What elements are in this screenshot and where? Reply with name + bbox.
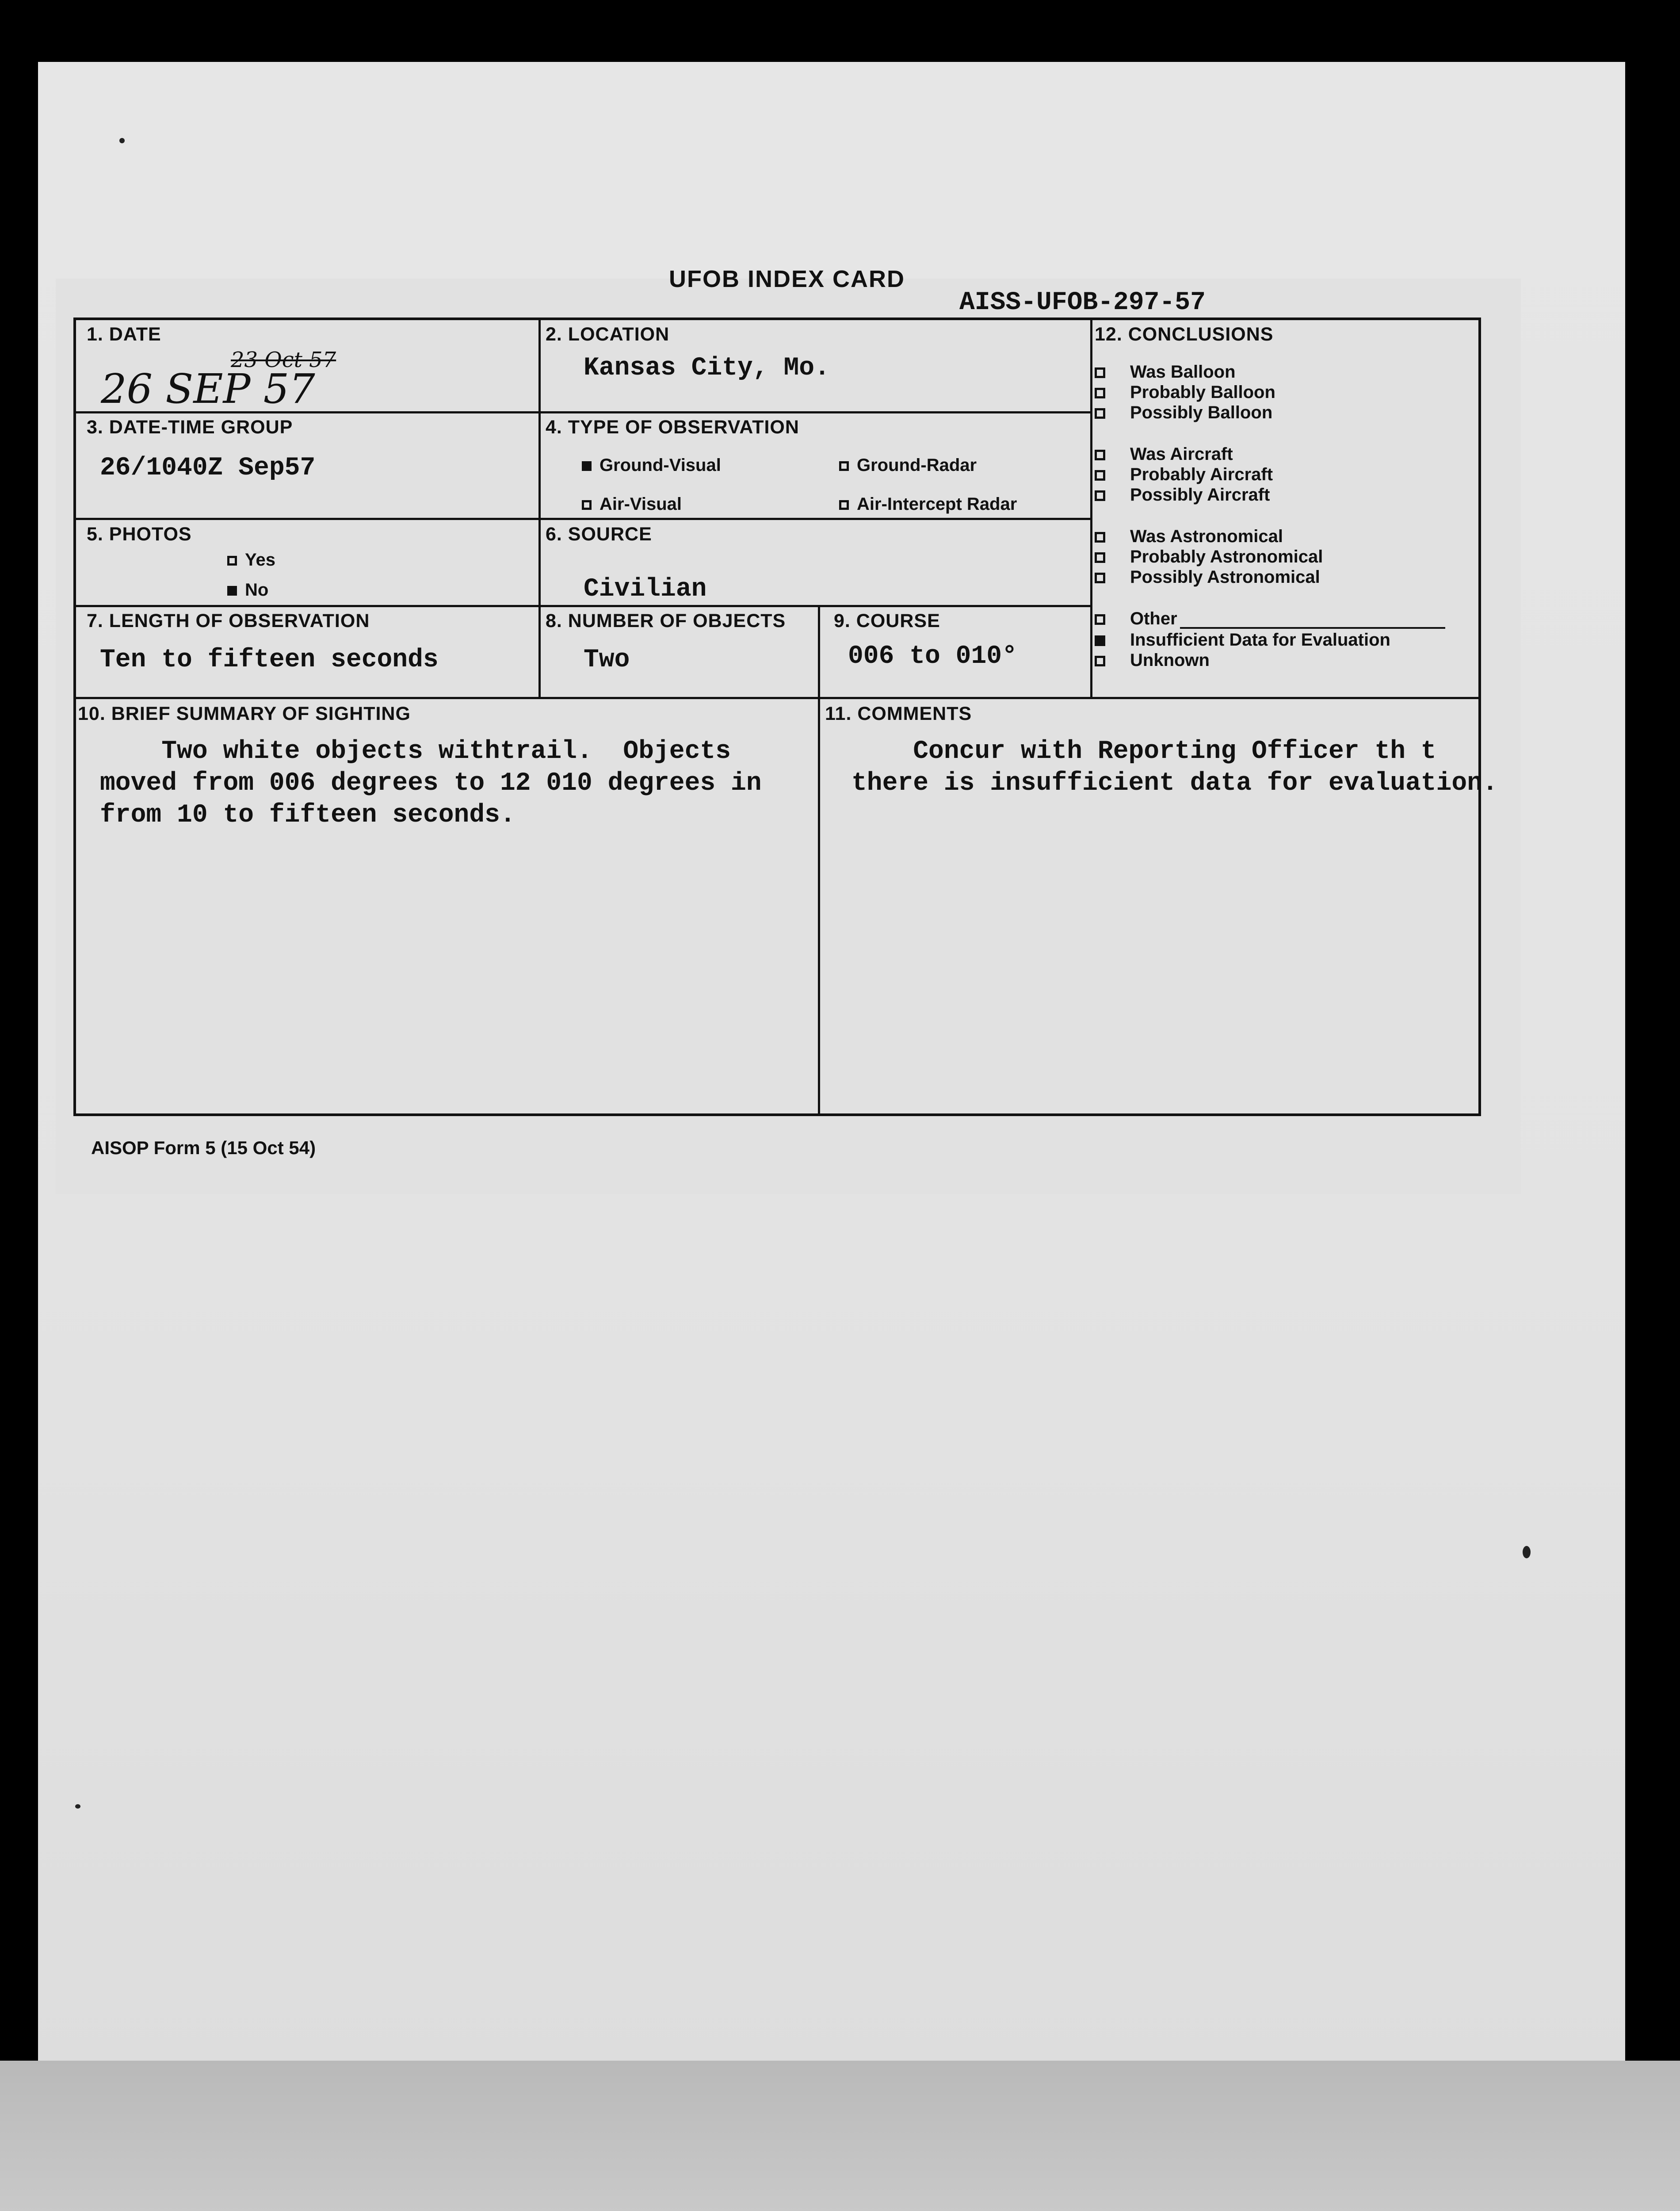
film-speck: [1523, 1546, 1531, 1558]
obs-option-label: Air-Visual: [599, 494, 682, 514]
summary-line: moved from 006 degrees to 12 010 degrees in: [100, 769, 762, 798]
length-of-observation-value: Ten to fifteen seconds: [100, 646, 439, 674]
obs-option-air-intercept-radar[interactable]: [839, 494, 1017, 514]
checkbox-icon: [1095, 388, 1105, 398]
conclusion-label: Was Aircraft: [1130, 444, 1233, 464]
form-identifier: AISOP Form 5 (15 Oct 54): [91, 1137, 316, 1158]
conclusion-label: Possibly Balloon: [1130, 403, 1273, 422]
location-value: Kansas City, Mo.: [584, 354, 830, 383]
conclusion-label: Possibly Astronomical: [1130, 567, 1320, 587]
checkbox-icon: [1095, 614, 1105, 625]
date-struck-value: 23 Oct 57: [231, 348, 336, 372]
type-of-observation-label: 4. TYPE OF OBSERVATION: [546, 417, 799, 438]
course-label: 9. COURSE: [834, 610, 940, 631]
checkbox-icon: [1095, 490, 1105, 501]
checkbox-icon: [227, 556, 237, 566]
film-lower-band: [0, 2061, 1680, 2211]
summary-label: 10. BRIEF SUMMARY OF SIGHTING: [78, 703, 411, 724]
conclusion-label: Was Balloon: [1130, 362, 1236, 382]
comments-label: 11. COMMENTS: [825, 703, 972, 724]
photos-label: 5. PHOTOS: [87, 524, 192, 545]
source-label: 6. SOURCE: [546, 524, 652, 545]
conclusion-was-astronomical[interactable]: [1095, 526, 1283, 547]
photos-option-no[interactable]: [227, 580, 268, 600]
course-value: 006 to 010°: [848, 642, 1017, 671]
checkbox-icon: [1095, 367, 1105, 378]
grid-rule: [76, 518, 1090, 520]
grid-rule: [76, 697, 1478, 699]
photos-option-yes[interactable]: [227, 550, 275, 570]
obs-option-ground-visual[interactable]: [582, 455, 721, 475]
checkbox-checked-icon: [227, 586, 237, 596]
conclusion-other[interactable]: [1095, 608, 1445, 629]
obs-option-label: Ground-Visual: [599, 455, 721, 475]
checkbox-checked-icon: [582, 461, 592, 471]
summary-line: Two white objects withtrail. Objects: [100, 737, 731, 766]
checkbox-icon: [582, 500, 592, 510]
checkbox-icon: [1095, 532, 1105, 543]
checkbox-icon: [839, 500, 849, 510]
date-handwritten-value: 26 SEP 57: [101, 365, 315, 413]
conclusion-label: Insufficient Data for Evaluation: [1130, 630, 1390, 650]
checkbox-icon: [1095, 408, 1105, 419]
conclusion-was-balloon[interactable]: [1095, 362, 1236, 382]
film-speck: [75, 1804, 80, 1809]
date-label: 1. DATE: [87, 324, 161, 345]
conclusion-label: Other: [1130, 609, 1177, 628]
comments-line: Concur with Reporting Officer th t: [851, 737, 1436, 766]
length-of-observation-label: 7. LENGTH OF OBSERVATION: [87, 610, 370, 631]
checkbox-icon: [839, 461, 849, 471]
conclusion-label: Probably Astronomical: [1130, 547, 1323, 566]
card-number: AISS-UFOB-297-57: [959, 288, 1206, 317]
date-time-group-label: 3. DATE-TIME GROUP: [87, 417, 293, 438]
checkbox-icon: [1095, 450, 1105, 460]
grid-rule: [76, 605, 1090, 607]
conclusions-label: 12. CONCLUSIONS: [1095, 324, 1274, 345]
conclusion-possibly-balloon[interactable]: [1095, 402, 1272, 423]
location-label: 2. LOCATION: [546, 324, 670, 345]
card-title: UFOB INDEX CARD: [668, 266, 905, 292]
checkbox-icon: [1095, 470, 1105, 481]
checkbox-checked-icon: [1095, 635, 1105, 646]
checkbox-icon: [1095, 656, 1105, 666]
summary-line: from 10 to fifteen seconds.: [100, 801, 515, 830]
checkbox-icon: [1095, 573, 1105, 583]
obs-option-air-visual[interactable]: [582, 494, 682, 514]
conclusion-label: Probably Balloon: [1130, 383, 1275, 402]
number-of-objects-value: Two: [584, 646, 630, 674]
date-time-group-value: 26/1040Z Sep57: [100, 454, 316, 482]
number-of-objects-label: 8. NUMBER OF OBJECTS: [546, 610, 786, 631]
comments-line: there is insufficient data for evaluation.: [851, 769, 1498, 798]
conclusion-label: Unknown: [1130, 650, 1210, 670]
other-fill-line: [1180, 627, 1445, 629]
obs-option-ground-radar[interactable]: [839, 455, 977, 475]
conclusion-probably-balloon[interactable]: [1095, 382, 1275, 402]
conclusion-probably-aircraft[interactable]: [1095, 464, 1273, 485]
conclusion-label: Was Astronomical: [1130, 527, 1283, 546]
conclusion-label: Possibly Aircraft: [1130, 485, 1270, 505]
conclusion-label: Probably Aircraft: [1130, 465, 1273, 484]
conclusion-unknown[interactable]: [1095, 650, 1210, 670]
source-value: Civilian: [584, 575, 707, 604]
grid-rule: [1090, 320, 1092, 697]
conclusion-possibly-astronomical[interactable]: [1095, 567, 1320, 587]
conclusion-probably-astronomical[interactable]: [1095, 547, 1323, 567]
grid-rule: [538, 320, 541, 697]
conclusion-possibly-aircraft[interactable]: [1095, 485, 1270, 505]
checkbox-icon: [1095, 552, 1105, 563]
obs-option-label: Ground-Radar: [857, 455, 977, 475]
conclusion-insufficient-data[interactable]: [1095, 630, 1390, 650]
conclusion-was-aircraft[interactable]: [1095, 444, 1233, 464]
photos-option-label: No: [245, 580, 269, 600]
obs-option-label: Air-Intercept Radar: [857, 494, 1017, 514]
grid-rule: [818, 605, 820, 1113]
film-speck: [119, 138, 125, 143]
photos-option-label: Yes: [245, 550, 275, 570]
